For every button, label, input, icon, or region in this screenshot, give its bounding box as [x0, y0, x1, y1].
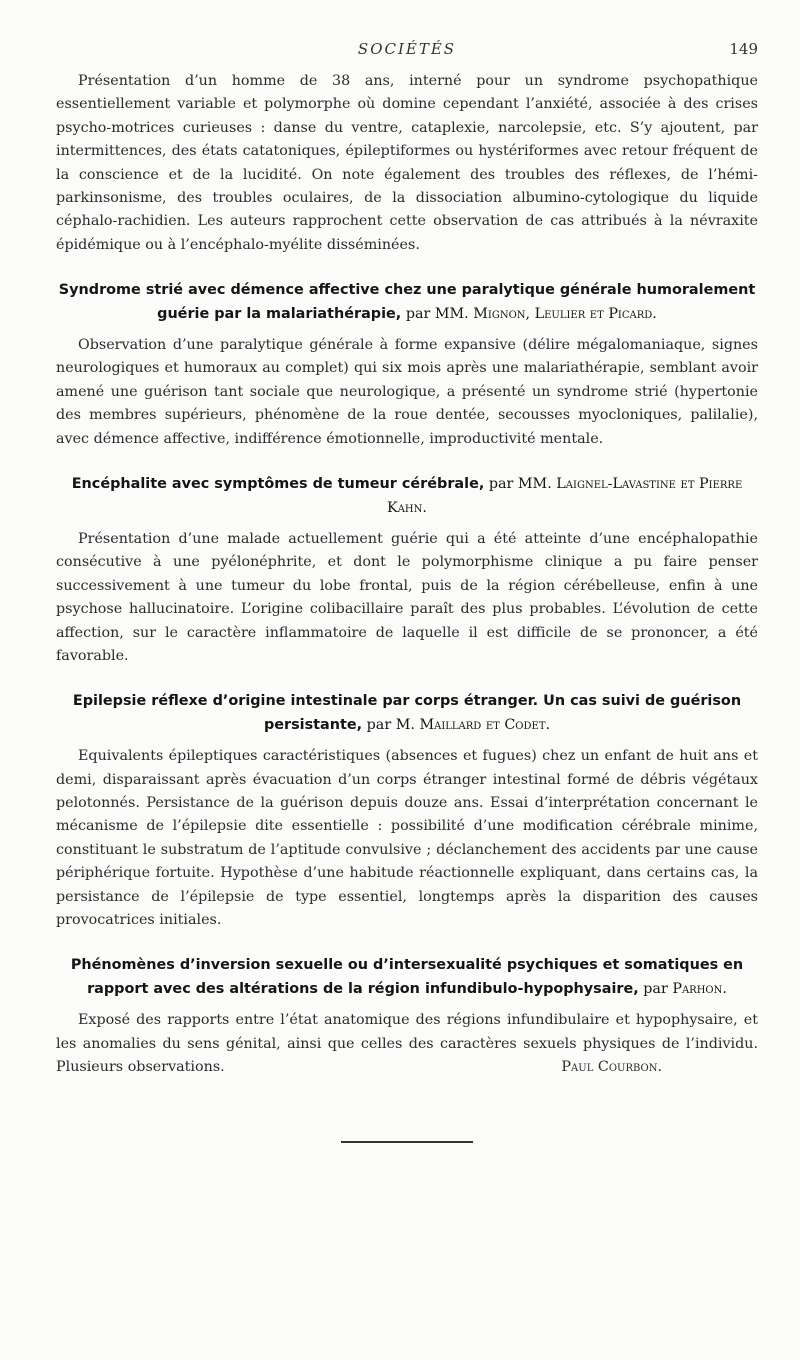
- section-paragraph: Observation d’une paralytique générale à forme expansive (délire mégalomaniaque, signes neurologiques et humoraux au complet) qui six mois après une malariathérapie, semblant avoir amené une guérison tant sociale que neurologique, a présenté un syndrome strié (hypertonie des membres supérieurs, phénomène de la roue dentée, secousses myocloniques, palilalie), avec démence affective, indifférence émotionnelle, improductivité mentale.: [56, 337, 758, 447]
- section-title: Encéphalite avec symptômes de tumeur cérébrale,: [71, 476, 485, 493]
- signature: Paul Courbon.: [561, 1059, 662, 1076]
- section-heading: [56, 473, 758, 520]
- section-by: par MM.: [488, 476, 552, 493]
- section-paragraph: Equivalents épileptiques caractéristiques (absences et fugues) chez un enfant de huit ans et demi, disparaissant après évacuation d’un corps étranger intestinal formé de débris végétaux pelotonnés. Persistance de la guérison depuis douze ans. Essai d’interprétation concernant le mécanisme de l’épilepsie dite essentielle : possibilité d’une modification cérébrale minime, constituant le substratum de l’aptitude convulsive ; déclanchement des accidents par une cause périphérique fortuite. Hypothèse d’une habitude réactionnelle expliquant, dans certains cas, la persistance de l’épilepsie de type essentiel, longtemps après la disparition des causes provocatrices initiales.: [56, 748, 758, 928]
- section-title: Phénomènes d’inversion sexuelle ou d’intersexualité psychiques et somatiques en rapport avec des altérations de la région infundibulo-hypophysaire,: [70, 957, 744, 997]
- section-paragraph: Présentation d’une malade actuellement guérie qui a été atteinte d’une encéphalopathie consécutive à une pyélonéphrite, et dont le polymorphisme clinique a pu faire penser successivement à une tumeur du lobe frontal, puis de la région cérébelleuse, enfin à une psychose hallucinatoire. L’origine colibacillaire paraît des plus probables. L’évolution de cette affection, sur le caractère inflammatoire de laquelle il est difficile de se prononcer, a été favorable.: [56, 530, 758, 664]
- section-heading: [56, 954, 758, 1001]
- section-authors: Maillard et Codet.: [419, 716, 551, 733]
- running-title: SOCIÉTÉS: [357, 40, 457, 58]
- section-paragraph: [56, 1009, 758, 1079]
- section-authors: Laignel-Lavastine et Pierre Kahn.: [387, 476, 743, 516]
- section-authors: Parhon.: [672, 980, 727, 997]
- section-heading: [56, 690, 758, 737]
- section-syndrome-strie: [56, 279, 758, 451]
- page-number: 149: [729, 40, 758, 58]
- section-title: Epilepsie réflexe d’origine intestinale par corps étranger. Un cas suivi de guérison persistante,: [72, 693, 742, 733]
- section-by: par M.: [366, 716, 415, 733]
- running-header: [56, 36, 758, 70]
- section-epilepsie: [56, 690, 758, 932]
- section-by: par MM.: [405, 305, 469, 322]
- intro-paragraph: Présentation d’un homme de 38 ans, interné pour un syndrome psychopathique essentiellement variable et polymorphe où domine cependant l’anxiété, associée à des crises psycho-motrices curieuses : danse du ventre, cataplexie, narcolepsie, etc. S’y ajoutent, par intermittences, des états catatoniques, épileptiformes ou hystériformes avec retour fréquent de la conscience et de la lucidité. On note également des troubles des réflexes, de l’hémi-parkinsonisme, des troubles oculaires, de la dissociation albumino-cytologique du liquide céphalo-rachidien. Les auteurs rapprochent cette observation de cas attribués à la névraxite épidémique ou à l’encéphalo-myélite disséminées.: [56, 73, 758, 253]
- end-rule: [341, 1141, 473, 1143]
- section-inversion-sexuelle: [56, 954, 758, 1079]
- section-authors: Mignon, Leulier et Picard.: [473, 305, 657, 322]
- section-by: par: [643, 980, 668, 997]
- section-text: Exposé des rapports entre l’état anatomique des régions infundibulaire et hypophysaire, et les anomalies du sens génital, ainsi que celles des caractères sexuels physiques de l’individu. Plusieurs observations.: [56, 1012, 758, 1076]
- section-encephalite: [56, 473, 758, 668]
- section-title: Syndrome strié avec démence affective chez une paralytique générale humoralement guérie par la malariathérapie,: [58, 282, 756, 322]
- section-heading: [56, 279, 758, 326]
